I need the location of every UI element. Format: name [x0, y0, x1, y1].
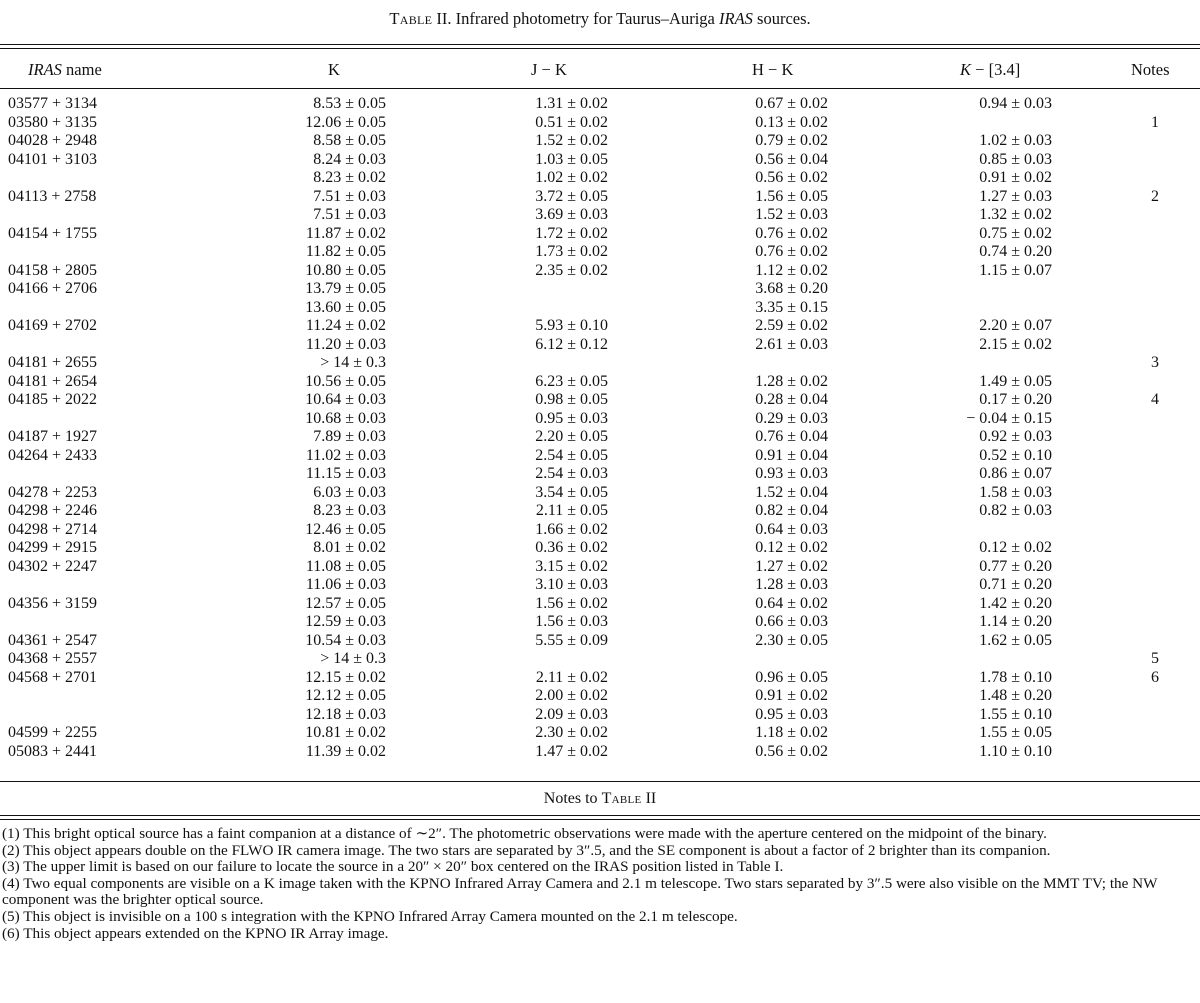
k-minus-3-4-cell: 1.27 ± 0.03	[979, 187, 1052, 205]
notes-title-prefix: Notes to	[543, 790, 602, 807]
table-row	[0, 650, 1200, 669]
k-cell: 11.02 ± 0.03	[305, 446, 386, 464]
iras-name-cell: 04101 + 3103	[8, 150, 98, 168]
k-cell: 11.24 ± 0.02	[305, 317, 386, 334]
notes-title-table: Table	[601, 790, 642, 807]
table-row	[0, 669, 1200, 688]
k-cell: 11.08 ± 0.05	[305, 557, 386, 575]
k-cell: 7.51 ± 0.03	[313, 187, 386, 205]
table-row	[0, 428, 1200, 447]
j-minus-k-cell: 1.52 ± 0.02	[535, 132, 608, 149]
notes-rule-second	[0, 819, 1200, 820]
note-item: (1) This bright optical source has a faint companion at a distance of ∼2″. The photometric observations were made with the aperture centered on the midpoint of the binary.	[2, 825, 1047, 842]
k-minus-3-4-cell: 0.75 ± 0.02	[979, 224, 1052, 242]
k-cell: 10.56 ± 0.05	[305, 372, 386, 390]
k-cell: 7.51 ± 0.03	[313, 206, 386, 223]
table-row	[0, 188, 1200, 207]
k-minus-3-4-cell: 0.52 ± 0.10	[979, 446, 1052, 464]
iras-name-cell: 04187 + 1927	[8, 428, 98, 445]
iras-name-cell: 04302 + 2247	[8, 557, 98, 575]
k-minus-3-4-cell: 1.58 ± 0.03	[979, 483, 1052, 501]
h-minus-k-cell: 1.28 ± 0.02	[755, 372, 828, 390]
table-row	[0, 502, 1200, 521]
k-cell: 12.06 ± 0.05	[305, 113, 386, 131]
j-minus-k-cell: 2.11 ± 0.05	[535, 502, 608, 519]
table-row	[0, 225, 1200, 244]
k-minus-3-4-cell: 0.12 ± 0.02	[979, 539, 1052, 556]
h-minus-k-cell: 0.76 ± 0.02	[755, 243, 828, 260]
k-cell: 11.06 ± 0.03	[305, 576, 386, 593]
table-caption-iras: IRAS	[719, 9, 753, 28]
k-cell: 12.12 ± 0.05	[305, 687, 386, 704]
k-cell: 10.54 ± 0.03	[305, 631, 386, 649]
j-minus-k-cell: 6.23 ± 0.05	[535, 372, 608, 390]
k-minus-3-4-cell: 1.10 ± 0.10	[979, 742, 1052, 760]
note-ref-cell: 5	[1151, 650, 1159, 667]
h-minus-k-cell: 1.28 ± 0.03	[755, 576, 828, 593]
k-cell: 8.58 ± 0.05	[313, 132, 386, 149]
j-minus-k-cell: 0.95 ± 0.03	[535, 409, 608, 427]
k-minus-3-4-cell: 0.85 ± 0.03	[979, 150, 1052, 168]
k-cell: 12.57 ± 0.05	[305, 594, 386, 612]
j-minus-k-cell: 2.11 ± 0.02	[535, 668, 608, 686]
iras-name-cell: 04299 + 2915	[8, 539, 98, 556]
column-header-notes: Notes	[1131, 60, 1170, 79]
note-item: (6) This object appears extended on the KPNO IR Array image.	[2, 924, 389, 942]
iras-name-cell: 04181 + 2654	[8, 372, 98, 390]
column-header-k: K	[328, 60, 340, 79]
k-cell: 11.87 ± 0.02	[305, 224, 386, 242]
iras-name-cell: 04278 + 2253	[8, 483, 98, 501]
table-row	[0, 447, 1200, 466]
j-minus-k-cell: 2.00 ± 0.02	[535, 687, 608, 704]
column-header-k34-rest: − [3.4]	[971, 60, 1021, 79]
k-cell: 8.24 ± 0.03	[313, 150, 386, 168]
j-minus-k-cell: 1.02 ± 0.02	[535, 169, 608, 186]
k-minus-3-4-cell: 2.15 ± 0.02	[979, 335, 1052, 353]
table-row	[0, 280, 1200, 299]
table-row	[0, 391, 1200, 410]
iras-name-cell: 04166 + 2706	[8, 280, 98, 297]
j-minus-k-cell: 2.54 ± 0.03	[535, 465, 608, 482]
k-cell: 11.15 ± 0.03	[305, 465, 386, 482]
notes-title	[0, 788, 1200, 810]
notes-title-suffix: II	[641, 790, 657, 807]
j-minus-k-cell: 0.36 ± 0.02	[535, 539, 608, 556]
table-row	[0, 576, 1200, 595]
table-caption-label: Table	[389, 9, 433, 28]
h-minus-k-cell: 0.28 ± 0.04	[755, 391, 828, 408]
h-minus-k-cell: 0.64 ± 0.02	[755, 594, 828, 612]
h-minus-k-cell: 0.66 ± 0.03	[755, 613, 828, 630]
iras-name-cell: 03580 + 3135	[8, 113, 98, 131]
k-cell: 8.23 ± 0.03	[313, 502, 386, 519]
k-cell: 13.60 ± 0.05	[305, 298, 386, 316]
table-row	[0, 354, 1200, 373]
j-minus-k-cell: 3.54 ± 0.05	[535, 483, 608, 501]
k-minus-3-4-cell: 1.62 ± 0.05	[979, 631, 1052, 649]
h-minus-k-cell: 2.59 ± 0.02	[755, 317, 828, 334]
h-minus-k-cell: 2.30 ± 0.05	[755, 631, 828, 649]
table-notes	[2, 826, 1194, 942]
column-header-k34-italic: K	[960, 60, 972, 79]
j-minus-k-cell: 6.12 ± 0.12	[535, 335, 608, 353]
h-minus-k-cell: 0.13 ± 0.02	[755, 113, 828, 131]
k-minus-3-4-cell: 0.92 ± 0.03	[979, 428, 1052, 445]
h-minus-k-cell: 0.82 ± 0.04	[755, 502, 828, 519]
k-cell: > 14 ± 0.3	[320, 650, 386, 667]
iras-name-cell: 04368 + 2557	[8, 650, 98, 667]
h-minus-k-cell: 3.35 ± 0.15	[755, 298, 828, 316]
notes-rule	[0, 815, 1200, 816]
iras-name-cell: 04113 + 2758	[8, 187, 97, 205]
table-row	[0, 743, 1200, 762]
column-header-j-minus-k: J − K	[531, 60, 567, 79]
k-minus-3-4-cell: 1.15 ± 0.07	[979, 261, 1052, 279]
j-minus-k-cell: 1.56 ± 0.03	[535, 613, 608, 630]
k-minus-3-4-cell: 0.82 ± 0.03	[979, 502, 1052, 519]
column-header-name-rest: name	[61, 60, 102, 79]
iras-name-cell: 04298 + 2246	[8, 502, 98, 519]
k-cell: 6.03 ± 0.03	[313, 483, 386, 501]
h-minus-k-cell: 3.68 ± 0.20	[755, 280, 828, 297]
k-minus-3-4-cell: 0.91 ± 0.02	[979, 169, 1052, 186]
note-item: (5) This object is invisible on a 100 s integration with the KPNO Infrared Array Camera mounted on the 2.1 m telescope.	[2, 907, 738, 925]
j-minus-k-cell: 2.54 ± 0.05	[535, 446, 608, 464]
table-row	[0, 613, 1200, 632]
table-row	[0, 687, 1200, 706]
h-minus-k-cell: 0.96 ± 0.05	[755, 668, 828, 686]
h-minus-k-cell: 1.52 ± 0.04	[755, 483, 828, 501]
table-row	[0, 317, 1200, 336]
k-minus-3-4-cell: 1.02 ± 0.03	[979, 132, 1052, 149]
k-minus-3-4-cell: 1.48 ± 0.20	[979, 687, 1052, 704]
h-minus-k-cell: 1.12 ± 0.02	[755, 261, 828, 279]
h-minus-k-cell: 0.91 ± 0.04	[755, 446, 828, 464]
j-minus-k-cell: 1.47 ± 0.02	[535, 742, 608, 760]
k-cell: 11.20 ± 0.03	[305, 335, 386, 353]
k-minus-3-4-cell: − 0.04 ± 0.15	[966, 409, 1052, 427]
k-cell: 12.59 ± 0.03	[305, 613, 386, 630]
iras-name-cell: 04185 + 2022	[8, 391, 98, 408]
j-minus-k-cell: 3.72 ± 0.05	[535, 187, 608, 205]
j-minus-k-cell: 3.10 ± 0.03	[535, 576, 608, 593]
bottom-rule	[0, 781, 1200, 782]
k-minus-3-4-cell: 0.74 ± 0.20	[979, 243, 1052, 260]
k-cell: 10.68 ± 0.03	[305, 409, 386, 427]
top-rule-second	[0, 48, 1200, 49]
h-minus-k-cell: 0.29 ± 0.03	[755, 409, 828, 427]
table-row	[0, 595, 1200, 614]
iras-name-cell: 03577 + 3134	[8, 95, 98, 112]
note-ref-cell: 6	[1151, 668, 1159, 686]
k-cell: 10.81 ± 0.02	[305, 724, 386, 741]
k-minus-3-4-cell: 2.20 ± 0.07	[979, 317, 1052, 334]
h-minus-k-cell: 0.76 ± 0.02	[755, 224, 828, 242]
j-minus-k-cell: 1.31 ± 0.02	[535, 95, 608, 112]
iras-name-cell: 04298 + 2714	[8, 520, 98, 538]
h-minus-k-cell: 0.93 ± 0.03	[755, 465, 828, 482]
k-cell: > 14 ± 0.3	[320, 354, 386, 371]
note-ref-cell: 3	[1151, 354, 1159, 371]
iras-name-cell: 04361 + 2547	[8, 631, 98, 649]
h-minus-k-cell: 1.18 ± 0.02	[755, 724, 828, 741]
table-row	[0, 484, 1200, 503]
j-minus-k-cell: 3.15 ± 0.02	[535, 557, 608, 575]
h-minus-k-cell: 1.52 ± 0.03	[755, 206, 828, 223]
table-body	[0, 95, 1200, 761]
k-minus-3-4-cell: 0.71 ± 0.20	[979, 576, 1052, 593]
h-minus-k-cell: 0.56 ± 0.04	[755, 150, 828, 168]
h-minus-k-cell: 0.76 ± 0.04	[755, 428, 828, 445]
j-minus-k-cell: 2.35 ± 0.02	[535, 261, 608, 279]
table-row	[0, 724, 1200, 743]
table-row	[0, 206, 1200, 225]
h-minus-k-cell: 0.64 ± 0.03	[755, 520, 828, 538]
j-minus-k-cell: 1.72 ± 0.02	[535, 224, 608, 242]
table-caption-text: II. Infrared photometry for Taurus–Auriga	[432, 9, 720, 28]
h-minus-k-cell: 0.91 ± 0.02	[755, 687, 828, 704]
h-minus-k-cell: 2.61 ± 0.03	[755, 335, 828, 353]
h-minus-k-cell: 0.67 ± 0.02	[755, 95, 828, 112]
k-cell: 11.82 ± 0.05	[305, 243, 386, 260]
k-cell: 8.23 ± 0.02	[313, 169, 386, 186]
h-minus-k-cell: 0.12 ± 0.02	[755, 539, 828, 556]
table-caption	[0, 8, 1200, 30]
iras-name-cell: 04356 + 3159	[8, 594, 98, 612]
table-caption-suffix: sources.	[752, 9, 811, 28]
iras-name-cell: 04169 + 2702	[8, 317, 98, 334]
k-cell: 8.01 ± 0.02	[313, 539, 386, 556]
table-row	[0, 539, 1200, 558]
table-row	[0, 262, 1200, 281]
h-minus-k-cell: 1.27 ± 0.02	[755, 557, 828, 575]
k-minus-3-4-cell: 1.49 ± 0.05	[979, 372, 1052, 390]
table-row	[0, 336, 1200, 355]
table-row	[0, 243, 1200, 262]
j-minus-k-cell: 2.30 ± 0.02	[535, 724, 608, 741]
table-row	[0, 114, 1200, 133]
note-item: (3) The upper limit is based on our failure to locate the source in a 20″ × 20″ box centered on the IRAS position listed in Table I.	[2, 858, 784, 876]
j-minus-k-cell: 2.09 ± 0.03	[535, 705, 608, 723]
column-header-k-minus-3-4	[960, 58, 1020, 82]
iras-name-cell: 04158 + 2805	[8, 261, 98, 279]
table-row	[0, 169, 1200, 188]
j-minus-k-cell: 5.93 ± 0.10	[535, 317, 608, 334]
j-minus-k-cell: 2.20 ± 0.05	[535, 428, 608, 445]
table-row	[0, 151, 1200, 170]
k-minus-3-4-cell: 1.42 ± 0.20	[979, 594, 1052, 612]
j-minus-k-cell: 1.66 ± 0.02	[535, 520, 608, 538]
h-minus-k-cell: 0.56 ± 0.02	[755, 169, 828, 186]
k-cell: 12.18 ± 0.03	[305, 705, 386, 723]
top-rule	[0, 44, 1200, 45]
j-minus-k-cell: 3.69 ± 0.03	[535, 206, 608, 223]
h-minus-k-cell: 0.95 ± 0.03	[755, 705, 828, 723]
h-minus-k-cell: 0.79 ± 0.02	[755, 132, 828, 149]
iras-name-cell: 04154 + 1755	[8, 224, 98, 242]
note-item: (4) Two equal components are visible on a K image taken with the KPNO Infrared Array Camera and 2.1 m telescope. Two stars separated by 3″.5 were also visible on the MMT TV; the NW component was the brighter optical source.	[2, 874, 1158, 909]
iras-name-cell: 04599 + 2255	[8, 724, 98, 741]
k-cell: 10.64 ± 0.03	[305, 391, 386, 408]
h-minus-k-cell: 0.56 ± 0.02	[755, 742, 828, 760]
j-minus-k-cell: 0.51 ± 0.02	[535, 113, 608, 131]
iras-name-cell: 04181 + 2655	[8, 354, 98, 371]
table-row	[0, 706, 1200, 725]
k-minus-3-4-cell: 0.77 ± 0.20	[979, 557, 1052, 575]
column-header-h-minus-k: H − K	[752, 60, 794, 79]
table-row	[0, 465, 1200, 484]
k-minus-3-4-cell: 1.78 ± 0.10	[979, 668, 1052, 686]
column-header-iras-name	[28, 58, 102, 82]
k-cell: 12.46 ± 0.05	[305, 520, 386, 538]
k-cell: 8.53 ± 0.05	[313, 95, 386, 112]
j-minus-k-cell: 5.55 ± 0.09	[535, 631, 608, 649]
iras-name-cell: 05083 + 2441	[8, 742, 98, 760]
k-cell: 11.39 ± 0.02	[305, 742, 386, 760]
k-minus-3-4-cell: 1.32 ± 0.02	[979, 206, 1052, 223]
j-minus-k-cell: 1.03 ± 0.05	[535, 150, 608, 168]
table-row	[0, 410, 1200, 429]
k-minus-3-4-cell: 0.86 ± 0.07	[979, 465, 1052, 482]
note-ref-cell: 4	[1151, 391, 1159, 408]
iras-name-cell: 04568 + 2701	[8, 668, 98, 686]
header-rule	[0, 88, 1200, 89]
table-row	[0, 132, 1200, 151]
k-minus-3-4-cell: 1.14 ± 0.20	[979, 613, 1052, 630]
k-cell: 7.89 ± 0.03	[313, 428, 386, 445]
table-row	[0, 632, 1200, 651]
k-cell: 12.15 ± 0.02	[305, 668, 386, 686]
j-minus-k-cell: 1.73 ± 0.02	[535, 243, 608, 260]
column-header-iras-italic: IRAS	[28, 60, 62, 79]
j-minus-k-cell: 0.98 ± 0.05	[535, 391, 608, 408]
table-row	[0, 299, 1200, 318]
iras-name-cell: 04028 + 2948	[8, 132, 98, 149]
k-cell: 13.79 ± 0.05	[305, 280, 386, 297]
table-row	[0, 558, 1200, 577]
k-minus-3-4-cell: 0.94 ± 0.03	[979, 95, 1052, 112]
note-ref-cell: 1	[1151, 113, 1159, 131]
table-row	[0, 373, 1200, 392]
table-row	[0, 95, 1200, 114]
note-item: (2) This object appears double on the FLWO IR camera image. The two stars are separated by 3″.5, and the SE component is about a factor of 2 brighter than its companion.	[2, 841, 1051, 859]
k-minus-3-4-cell: 1.55 ± 0.05	[979, 724, 1052, 741]
j-minus-k-cell: 1.56 ± 0.02	[535, 594, 608, 612]
k-minus-3-4-cell: 1.55 ± 0.10	[979, 705, 1052, 723]
k-cell: 10.80 ± 0.05	[305, 261, 386, 279]
iras-name-cell: 04264 + 2433	[8, 446, 98, 464]
note-ref-cell: 2	[1151, 187, 1159, 205]
k-minus-3-4-cell: 0.17 ± 0.20	[979, 391, 1052, 408]
table-row	[0, 521, 1200, 540]
h-minus-k-cell: 1.56 ± 0.05	[755, 187, 828, 205]
